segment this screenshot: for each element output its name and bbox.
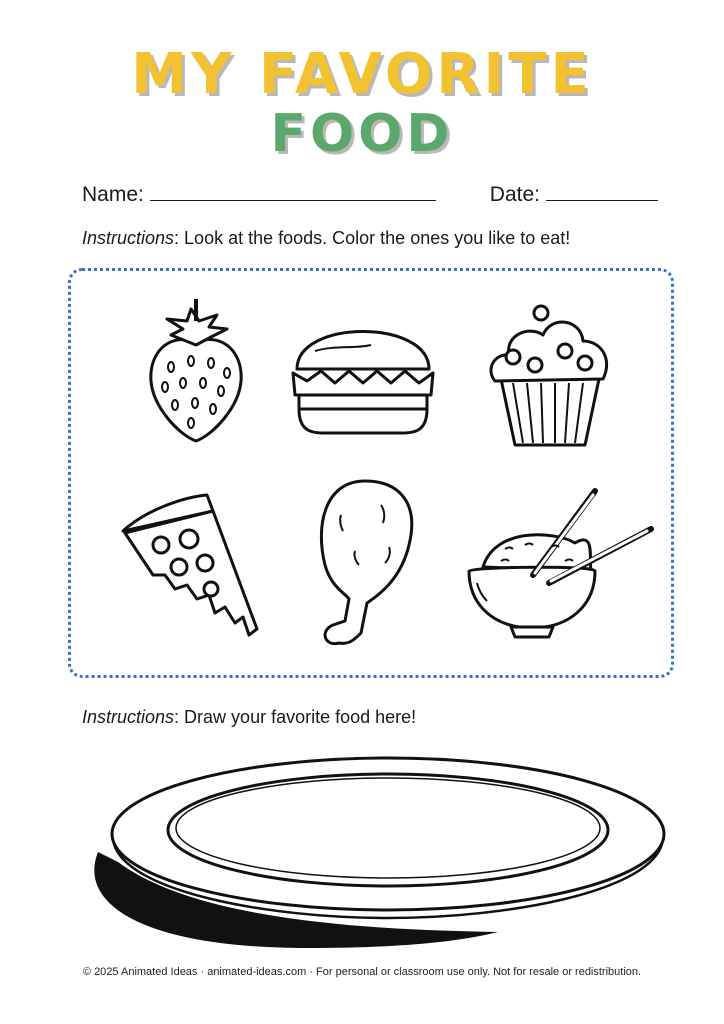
instructions-drawing bbox=[82, 707, 416, 728]
date-field[interactable] bbox=[490, 182, 658, 207]
food-coloring-box bbox=[68, 268, 674, 678]
instructions-label: Instructions bbox=[82, 228, 175, 248]
date-label: Date: bbox=[489, 183, 540, 206]
name-label: Name: bbox=[82, 183, 144, 206]
plate-drawing-area[interactable] bbox=[78, 752, 668, 952]
date-blank-line[interactable] bbox=[546, 182, 658, 201]
title-line-2: FOOD bbox=[270, 104, 454, 164]
instructions-text: : Draw your favorite food here! bbox=[174, 707, 417, 727]
burger-icon[interactable] bbox=[285, 299, 441, 439]
pizza-slice-icon[interactable] bbox=[117, 489, 267, 639]
strawberry-icon[interactable] bbox=[141, 295, 251, 445]
instructions-coloring bbox=[82, 228, 570, 249]
name-blank-line[interactable] bbox=[150, 182, 436, 201]
name-date-row bbox=[82, 182, 658, 207]
rice-bowl-icon[interactable] bbox=[465, 487, 661, 639]
footer-copyright: © 2025 Animated Ideas · animated-ideas.com · For personal or classroom use only. Not for resale or redistribution. bbox=[82, 966, 642, 978]
cupcake-icon[interactable] bbox=[485, 301, 615, 447]
instructions-label: Instructions bbox=[82, 707, 175, 727]
instructions-text: : Look at the foods. Color the ones you like to eat! bbox=[174, 228, 571, 248]
title-line-1: MY FAVORITE bbox=[131, 42, 593, 107]
name-field[interactable] bbox=[82, 182, 436, 207]
chicken-leg-icon[interactable] bbox=[305, 475, 425, 651]
